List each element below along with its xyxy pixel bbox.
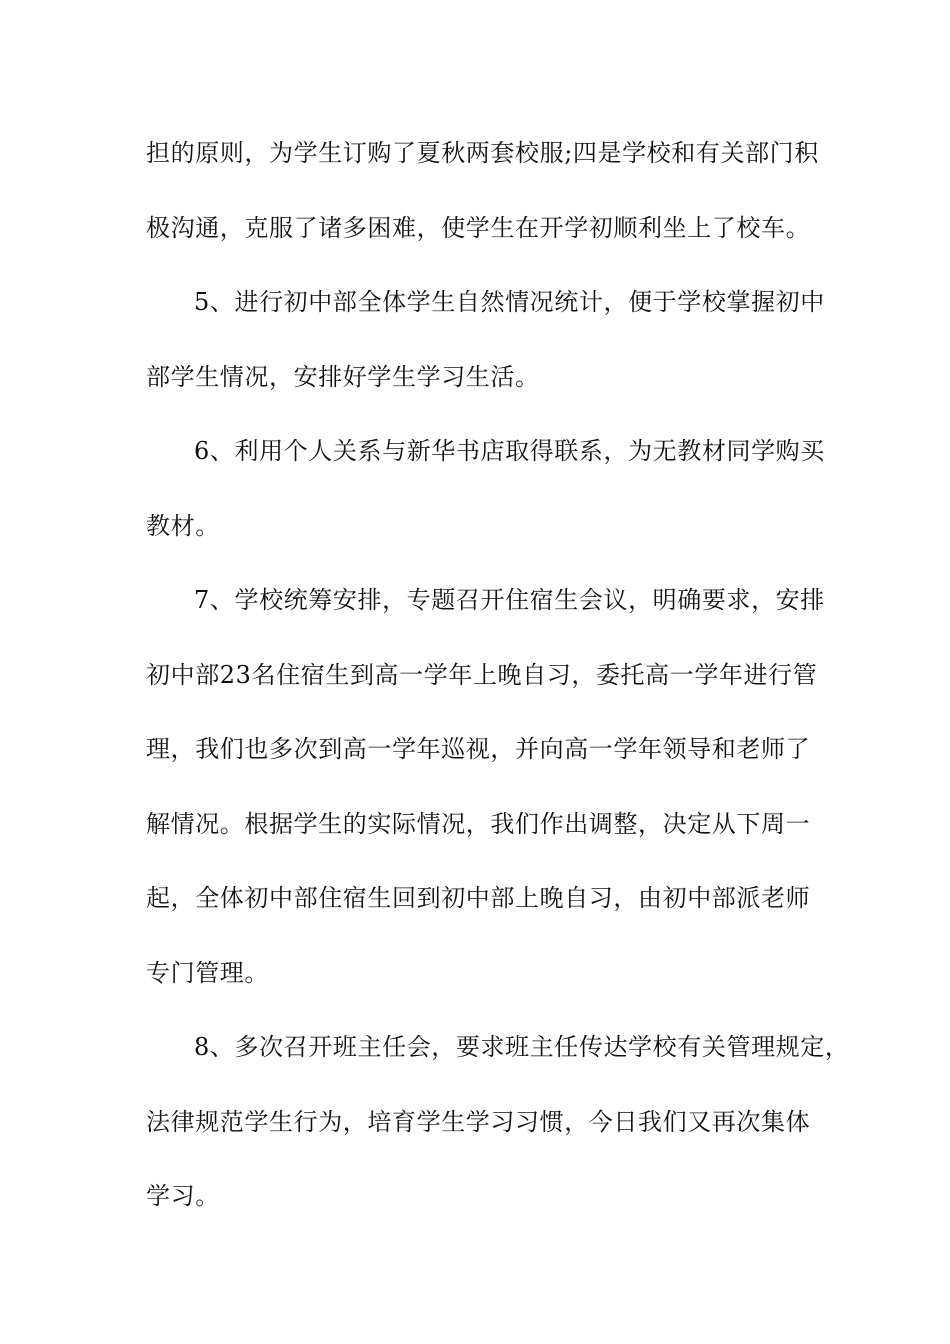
- text-line: 极沟通，克服了诸多困难，使学生在开学初顺利坐上了校车。: [146, 213, 811, 242]
- paragraph-start-7: 7、学校统筹安排，专题召开住宿生会议，明确要求，安排: [194, 586, 825, 614]
- text-line: 专门管理。: [146, 958, 269, 987]
- document-body: [146, 127, 850, 1245]
- text-line: 担的原则，为学生订购了夏秋两套校服;四是学校和有关部门积: [146, 139, 819, 167]
- text-line: 理，我们也多次到高一学年巡视，并向高一学年领导和老师了: [146, 735, 811, 763]
- text-line: 学习。: [146, 1182, 220, 1210]
- text-line: 部学生情况，安排好学生学习生活。: [146, 362, 540, 391]
- paragraph-start-6: 6、利用个人关系与新华书店取得联系，为无教材同学购买: [194, 437, 825, 465]
- paragraph-start-5: 5、进行初中部全体学生自然情况统计，便于学校掌握初中: [194, 288, 825, 316]
- text-line: 法律规范学生行为，培育学生学习习惯，今日我们又再次集体: [146, 1107, 811, 1136]
- text-line: 初中部23名住宿生到高一学年上晚自习，委托高一学年进行管: [146, 660, 818, 689]
- text-line: 起，全体初中部住宿生回到初中部上晚自习，由初中部派老师: [146, 884, 811, 912]
- text-line: 教材。: [146, 511, 220, 540]
- paragraph-start-8: 8、多次召开班主任会，要求班主任传达学校有关管理规定，: [194, 1033, 850, 1061]
- text-line: 解情况。根据学生的实际情况，我们作出调整，决定从下周一: [146, 809, 811, 838]
